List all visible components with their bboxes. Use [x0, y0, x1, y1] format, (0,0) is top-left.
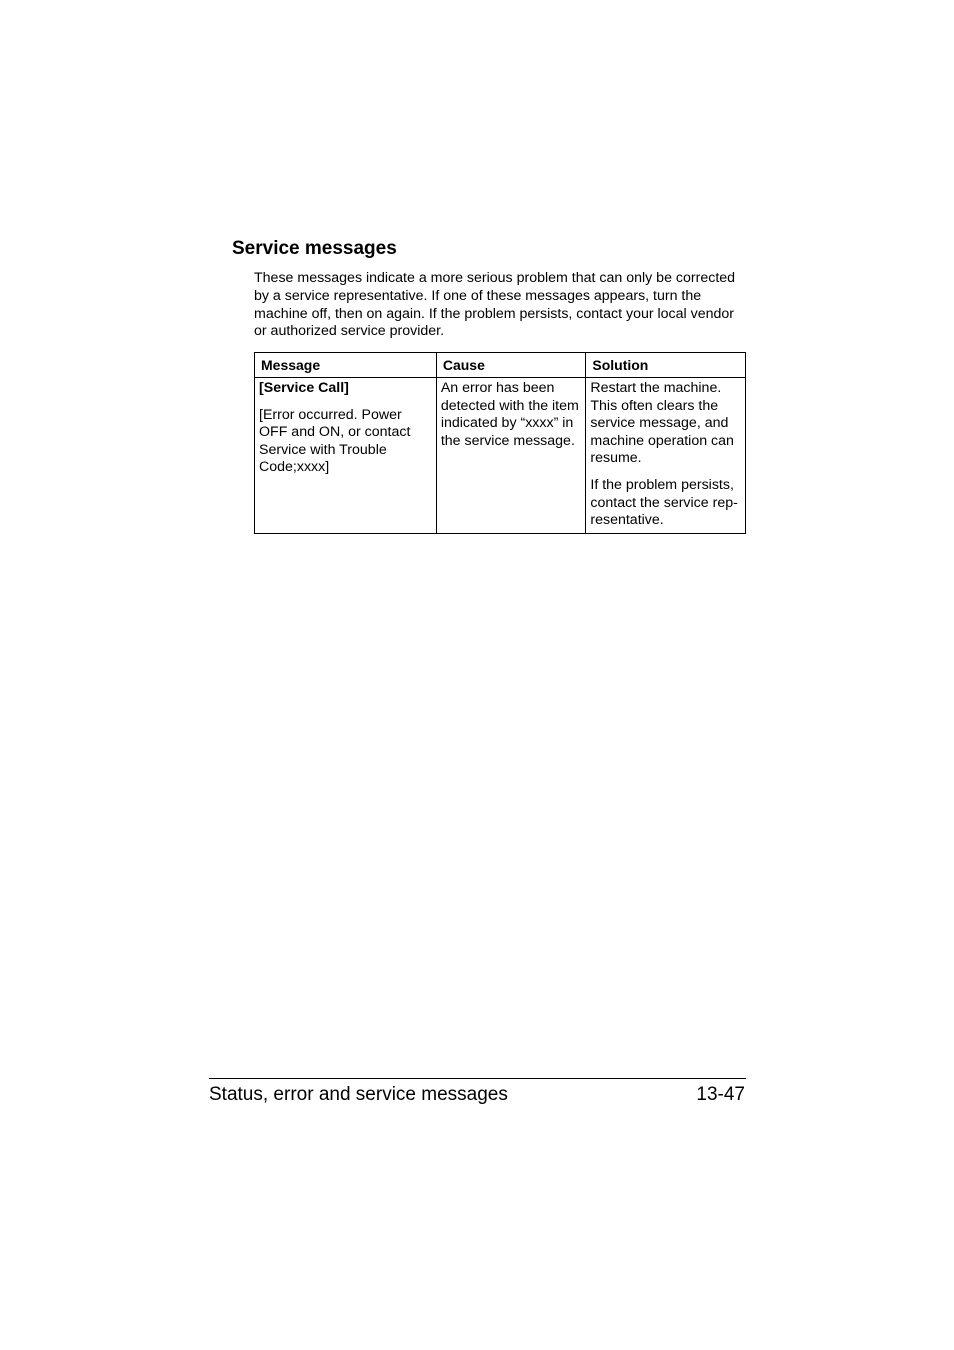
- section-title: Service messages: [232, 238, 397, 259]
- message-title: [Service Call]: [259, 380, 349, 396]
- table-header-row: [255, 353, 746, 378]
- cause-cell: [436, 378, 586, 534]
- solution-text-1: Restart the machine. This often clears the service message, and machine operation can resume.: [590, 380, 734, 467]
- table-row: [255, 378, 746, 534]
- header-cause: Cause: [436, 353, 586, 378]
- message-cell: [255, 378, 437, 534]
- solution-cell: [586, 378, 746, 534]
- service-messages-table: [254, 352, 746, 534]
- footer-divider: [209, 1078, 746, 1079]
- header-solution: Solution: [586, 353, 746, 378]
- solution-text-2: If the problem persists, contact the service rep-resentative.: [590, 476, 738, 529]
- message-detail: [Error occurred. Power OFF and ON, or contact Service with Trouble Code;xxxx]: [259, 406, 411, 476]
- cause-text: An error has been detected with the item indicated by “xxxx” in the service message.: [440, 380, 579, 449]
- footer-page-number: 13-47: [696, 1084, 745, 1105]
- footer-chapter: Status, error and service messages: [209, 1084, 508, 1105]
- intro-paragraph: These messages indicate a more serious problem that can only be corrected by a service representative. If one of these messages appears, turn the machine off, then on again. If the problem persists, contact your local vendor or authorized service provider.: [254, 270, 736, 340]
- header-message: Message: [255, 353, 437, 378]
